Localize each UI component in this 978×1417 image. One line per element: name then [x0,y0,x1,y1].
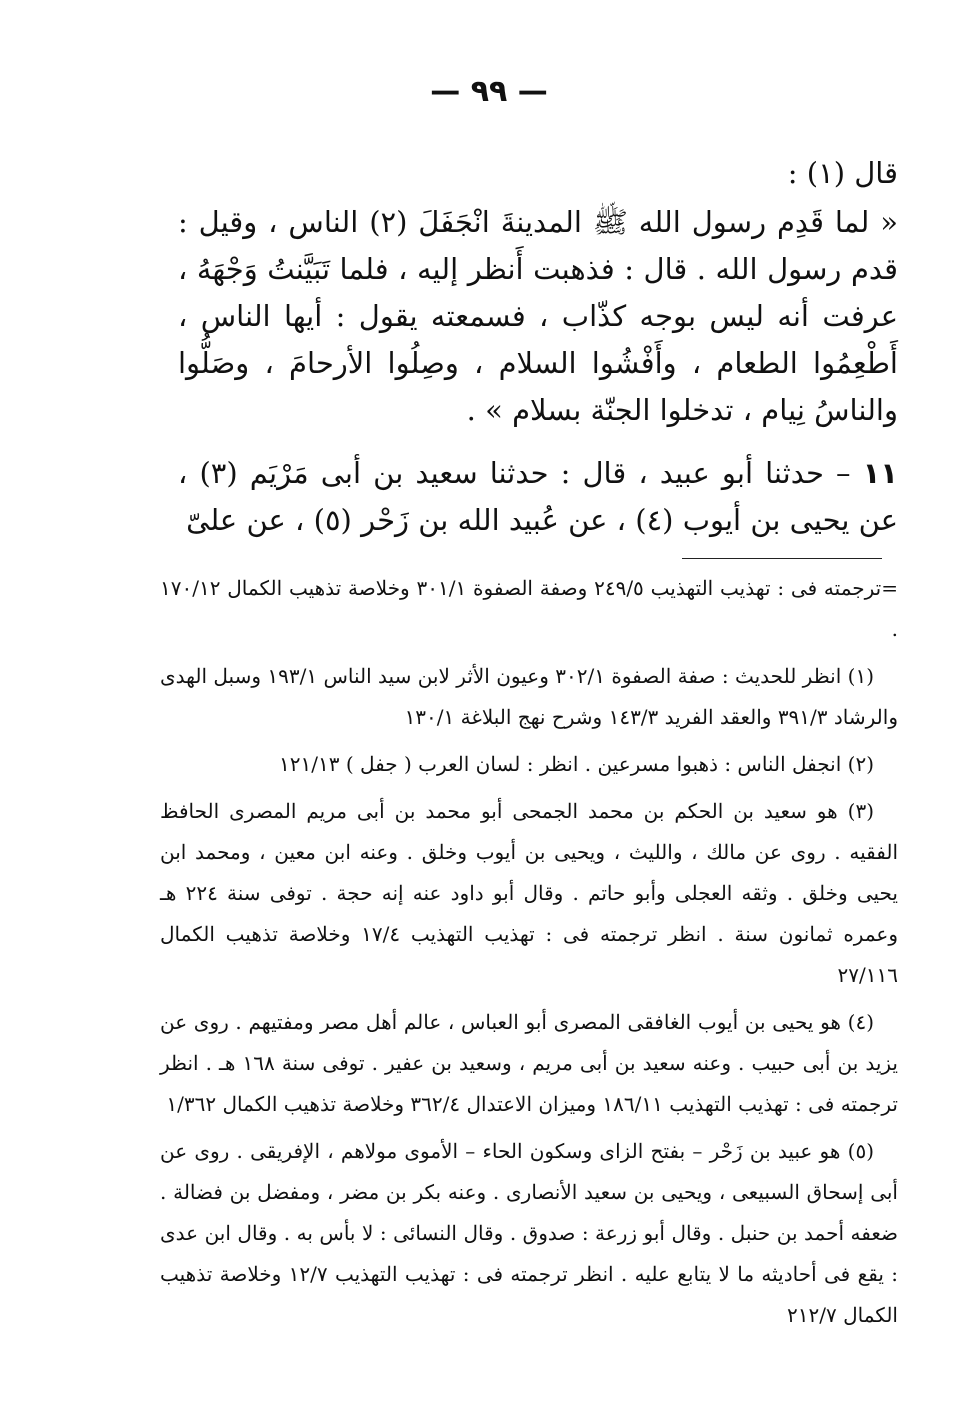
main-text [178,150,898,544]
footnote-2: (٢) انجفل الناس : ذهبوا مسرعين . انظر : لسان العرب ( جفل ) ١٢١/١٣ [279,752,874,776]
hadith-quote: « لما قَدِم رسول الله ﷺ المدينةَ انْجَفَلَ (٢) الناس ، وقيل : قدم رسول الله . قال : فذهبت أَنظر إليه ، فلما تَبَيَّنتُ وَجْهَهُ ، عرفت أنه ليس بوجه كذّاب ، فسمعته يقول : أيها الناس ، أَطْعِمُوا الطعام ، وأَفْشُوا السلام ، وصِلُوا الأرحامَ ، وصَلُّوا والناسُ نِيام ، تدخلوا الجنّة بسلام » . [178,205,898,427]
footnote-1: (١) انظر للحديث : صفة الصفوة ٣٠٢/١ وعيون الأثر لابن سيد الناس ١٩٣/١ وسبل الهدى والرشاد ٣٩١/٣ والعقد الفريد ١٤٣/٣ وشرح نهج البلاغة ١٣٠/١ [160,664,898,729]
footnote-4: (٤) هو يحيى بن أيوب الغافقى المصرى أبو العباس ، عالم أهل مصر ومفتيهم . روى عن يزيد بن أبى حبيب . وعنه سعيد بن أبى مريم ، وسعيد بن عفير . توفى سنة ١٦٨ هـ . انظر ترجمته فى : تهذيب التهذيب ١٨٦/١١ وميزان الاعتدال ٣٦٢/٤ وخلاصة تذهيب الكمال ١/٣٦٢ [160,1010,898,1116]
footnote-5: (٥) هو عبيد بن زَحْر – بفتح الزاى وسكون الحاء – الأموى مولاهم ، الإفريقى . روى عن أبى إسحاق السبيعى ، ويحيى بن سعيد الأنصارى . وعنه بكر بن مضر ، ومفضل بن فضالة . ضعفه أحمد بن حنبل . وقال أبو زرعة : صدوق . وقال النسائى : لا بأس به . وقال ابن عدى : يقع فى أحاديثه ما لا يتابع عليه . انظر ترجمته فى : تهذيب التهذيب ١٢/٧ وخلاصة تذهيب الكمال ٢١٢/٧ [160,1139,898,1327]
hadith-number: ١١ [862,456,898,490]
hadith-11-paragraph [178,450,898,544]
footnote-divider [682,558,882,559]
page-number: — ٩٩ — [430,74,548,109]
hadith-text: – حدثنا أبو عبيد ، قال : حدثنا سعيد بن أبى مَرْيَم (٣) ، عن يحيى بن أيوب (٤) ، عن عُبيد الله بن زَحْر (٥) ، عن علىّ [178,456,898,537]
footnote-continued: =ترجمته فى : تهذيب التهذيب ٢٤٩/٥ وصفة الصفوة ٣٠١/١ وخلاصة تذهيب الكمال ١٧٠/١٢ . [160,576,898,641]
intro-line: قال (١) : [787,156,898,190]
footnotes [160,568,898,1342]
footnote-3: (٣) هو سعيد بن الحكم بن محمد الجمحى أبو محمد بن أبى مريم المصرى الحافظ الفقيه . روى عن مالك ، والليث ، ويحيى بن أيوب وخلق . وعنه ابن معين ، ومحمد ابن يحيى وخلق . وثقه العجلى وأبو حاتم . وقال أبو داود عنه إنه حجة . توفى سنة ٢٢٤ هـ وعمره ثمانون سنة . انظر ترجمته فى : تهذيب التهذيب ١٧/٤ وخلاصة تذهيب الكمال ٢٧/١١٦ [160,799,899,987]
